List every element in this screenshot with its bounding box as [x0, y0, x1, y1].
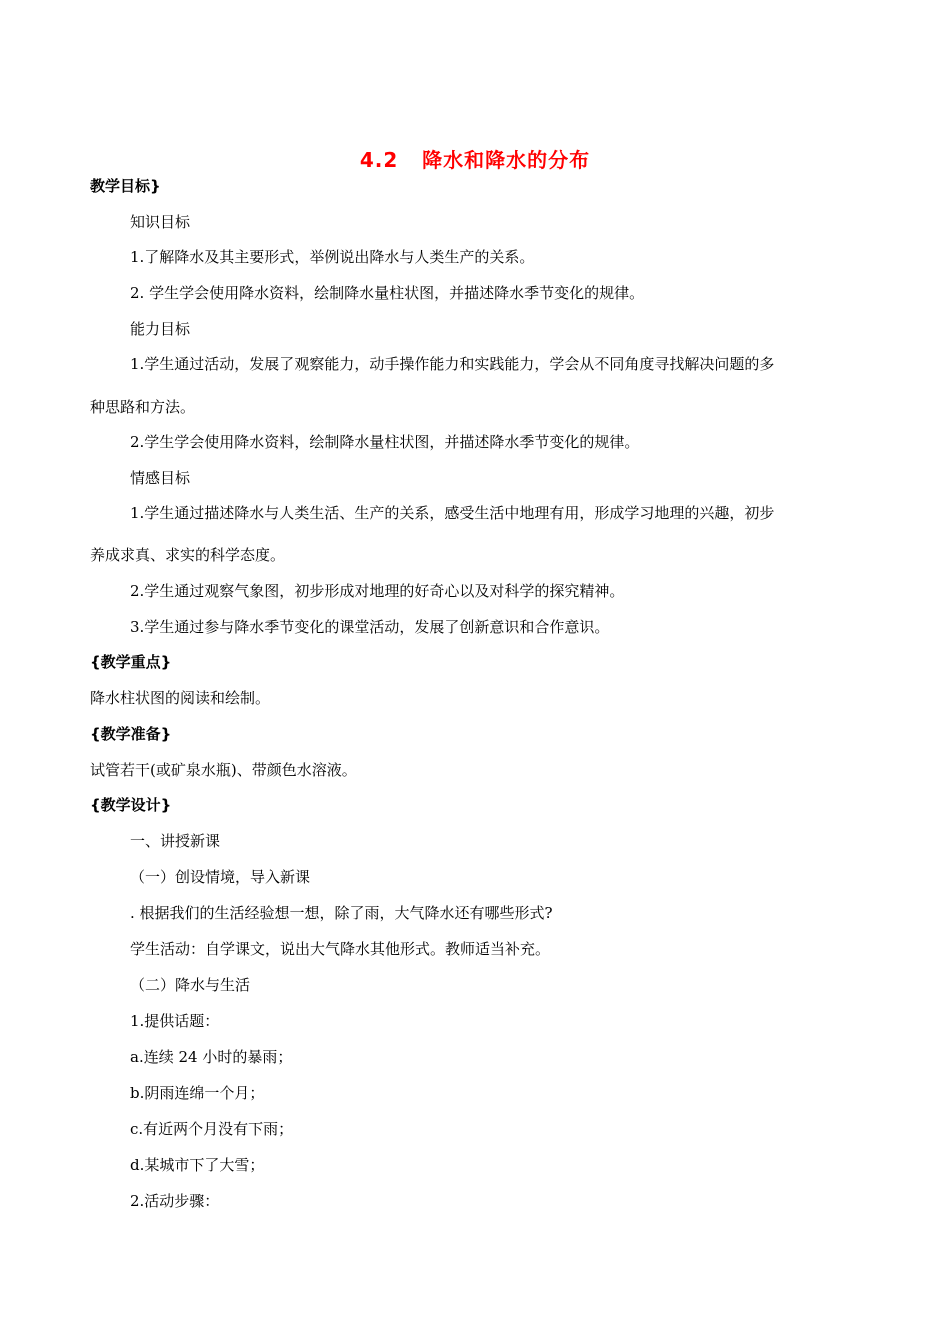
- heading-teaching-prep: {教学准备}: [90, 725, 172, 743]
- heading-teaching-focus: {教学重点}: [90, 653, 172, 671]
- list-item: b.阴雨连绵一个月；: [130, 1084, 265, 1102]
- section-heading: 一、讲授新课: [130, 832, 221, 850]
- paragraph-line: 试管若干(或矿泉水瓶)、带颜色水溶液。: [90, 761, 357, 779]
- paragraph-line: . 根据我们的生活经验想一想，除了雨，大气降水还有哪些形式?: [130, 904, 553, 922]
- paragraph-line: 学生活动：自学课文，说出大气降水其他形式。教师适当补充。: [130, 940, 551, 958]
- paragraph-line: 降水柱状图的阅读和绘制。: [90, 689, 271, 707]
- paragraph-line: 2. 学生学会使用降水资料，绘制降水量柱状图，并描述降水季节变化的规律。: [130, 284, 645, 302]
- subsection-heading: （一）创设情境，导入新课: [130, 868, 311, 886]
- paragraph-line: 2.学生通过观察气象图，初步形成对地理的好奇心以及对科学的探究精神。: [130, 582, 625, 600]
- list-item: d.某城市下了大雪；: [130, 1156, 265, 1174]
- paragraph-line: 2.学生学会使用降水资料，绘制降水量柱状图，并描述降水季节变化的规律。: [130, 433, 640, 451]
- paragraph-line: 种思路和方法。: [90, 398, 196, 416]
- subheading-knowledge-goals: 知识目标: [130, 213, 191, 231]
- subheading-emotion-goals: 情感目标: [130, 469, 191, 487]
- list-item: c.有近两个月没有下雨；: [130, 1120, 294, 1138]
- paragraph-line: 养成求真、求实的科学态度。: [90, 546, 286, 564]
- paragraph-line: 1.学生通过描述降水与人类生活、生产的关系，感受生活中地理有用，形成学习地理的兴趣，初步: [130, 504, 775, 522]
- subsection-heading: （二）降水与生活: [130, 976, 251, 994]
- paragraph-line: 3.学生通过参与降水季节变化的课堂活动，发展了创新意识和合作意识。: [130, 618, 610, 636]
- paragraph-line: 1.学生通过活动，发展了观察能力，动手操作能力和实践能力，学会从不同角度寻找解决问题的多: [130, 355, 775, 373]
- paragraph-line: 1.提供话题：: [130, 1012, 220, 1030]
- paragraph-line: 1.了解降水及其主要形式，举例说出降水与人类生产的关系。: [130, 248, 535, 266]
- heading-teaching-goals: 教学目标}: [90, 177, 161, 195]
- paragraph-line: 2.活动步骤：: [130, 1192, 220, 1210]
- subheading-ability-goals: 能力目标: [130, 320, 191, 338]
- heading-teaching-design: {教学设计}: [90, 796, 172, 814]
- list-item: a.连续 24 小时的暴雨；: [130, 1048, 293, 1066]
- page-title: 4.2 降水和降水的分布: [359, 148, 591, 172]
